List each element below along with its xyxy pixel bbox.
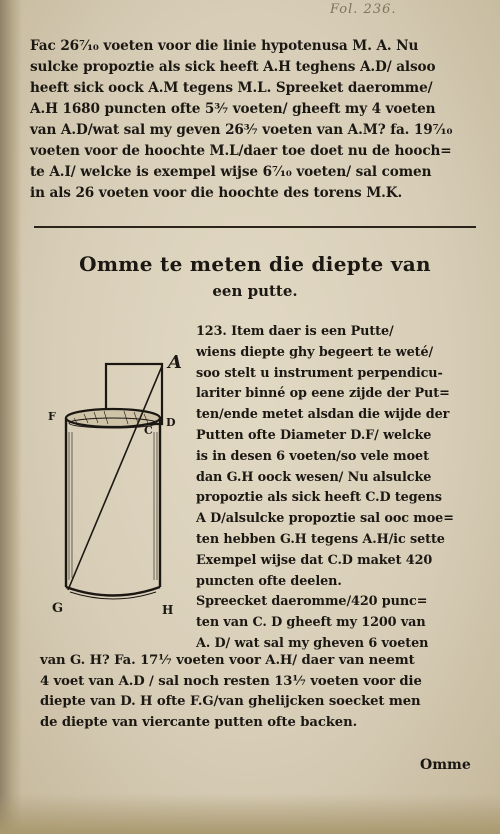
folio-number: Fol. 236. (330, 2, 397, 17)
catchword: Omme (420, 757, 471, 773)
text-line: ten van C. D gheeft my 1200 van (196, 615, 426, 631)
text-line: lariter binné op eene zijde der Put= (196, 386, 450, 402)
page-edge-shadow (0, 0, 22, 834)
text-line: puncten ofte deelen. (196, 573, 342, 589)
text-line: dan G.H oock wesen/ Nu alsulcke (196, 469, 432, 485)
section-paragraph (196, 322, 488, 655)
text-line: in als 26 voeten voor die hoochte des torens M.K. (30, 185, 403, 201)
text-line: propoztie als sick heeft C.D tegens (196, 490, 442, 506)
text-line: A.H 1680 puncten ofte 5³⁄₇ voeten/ gheeft my 4 voeten (30, 101, 436, 117)
label-a: A (168, 352, 182, 373)
label-c: C (144, 424, 153, 437)
text-line: A D/alsulcke propoztie sal ooc moe= (196, 511, 454, 527)
text-line: soo stelt u instrument perpendicu- (196, 365, 443, 381)
text-line: is in desen 6 voeten/so vele moet (196, 448, 429, 464)
text-line: wiens diepte ghy begeert te weté/ (196, 344, 434, 360)
top-paragraph (30, 36, 490, 204)
text-line: voeten voor de hoochte M.L/daer toe doet nu de hooch= (30, 143, 452, 159)
text-line: Putten ofte Diameter D.F/ welcke (196, 427, 432, 443)
section-heading: Omme te meten die diepte van (79, 252, 431, 276)
well-bottom (66, 587, 160, 596)
text-line: de diepte van viercante putten ofte backen. (40, 714, 358, 730)
closing-paragraph (40, 651, 490, 733)
text-line: sulcke propoztie als sick heeft A.H teghens A.D/ alsoo (30, 59, 436, 75)
text-line: Spreecket daeromme/420 punc= (196, 594, 428, 610)
section-subheading: een putte. (212, 282, 298, 300)
text-line: A. D/ wat sal my gheven 6 voeten (196, 635, 429, 651)
text-line: ten/ende metet alsdan die wijde der (196, 407, 450, 423)
text-line: diepte van D. H ofte F.G/van ghelijcken soecket men (40, 694, 421, 710)
text-line: Fac 26⁷⁄₁₀ voeten voor die linie hypotenusa M. A. Nu (30, 38, 419, 54)
well-diagram (44, 352, 194, 622)
label-g: G (52, 601, 64, 616)
sight-line (68, 366, 162, 590)
text-line: Exempel wijse dat C.D maket 420 (196, 552, 433, 568)
text-line: ten hebben G.H tegens A.H/ic sette (196, 531, 445, 547)
text-line: van A.D/wat sal my geven 26³⁄₇ voeten van A.M? fa. 19⁷⁄₁₀ (30, 122, 453, 138)
section-divider (34, 226, 476, 228)
page-bottom-shadow (0, 794, 500, 834)
text-line: van G. H? Fa. 17¹⁄₇ voeten voor A.H/ daer van neemt (40, 653, 415, 668)
text-line: 4 voet van A.D / sal noch resten 13¹⁄₇ voeten voor die (40, 673, 422, 689)
text-line: 123. Item daer is een Putte/ (196, 324, 394, 339)
label-d: D (166, 416, 176, 429)
text-line: heeft sick oock A.M tegens M.L. Spreeket daeromme/ (30, 80, 433, 96)
label-h: H (162, 603, 174, 617)
text-line: te A.I/ welcke is exempel wijse 6⁷⁄₁₀ voeten/ sal comen (30, 164, 432, 180)
label-f: F (48, 410, 56, 423)
